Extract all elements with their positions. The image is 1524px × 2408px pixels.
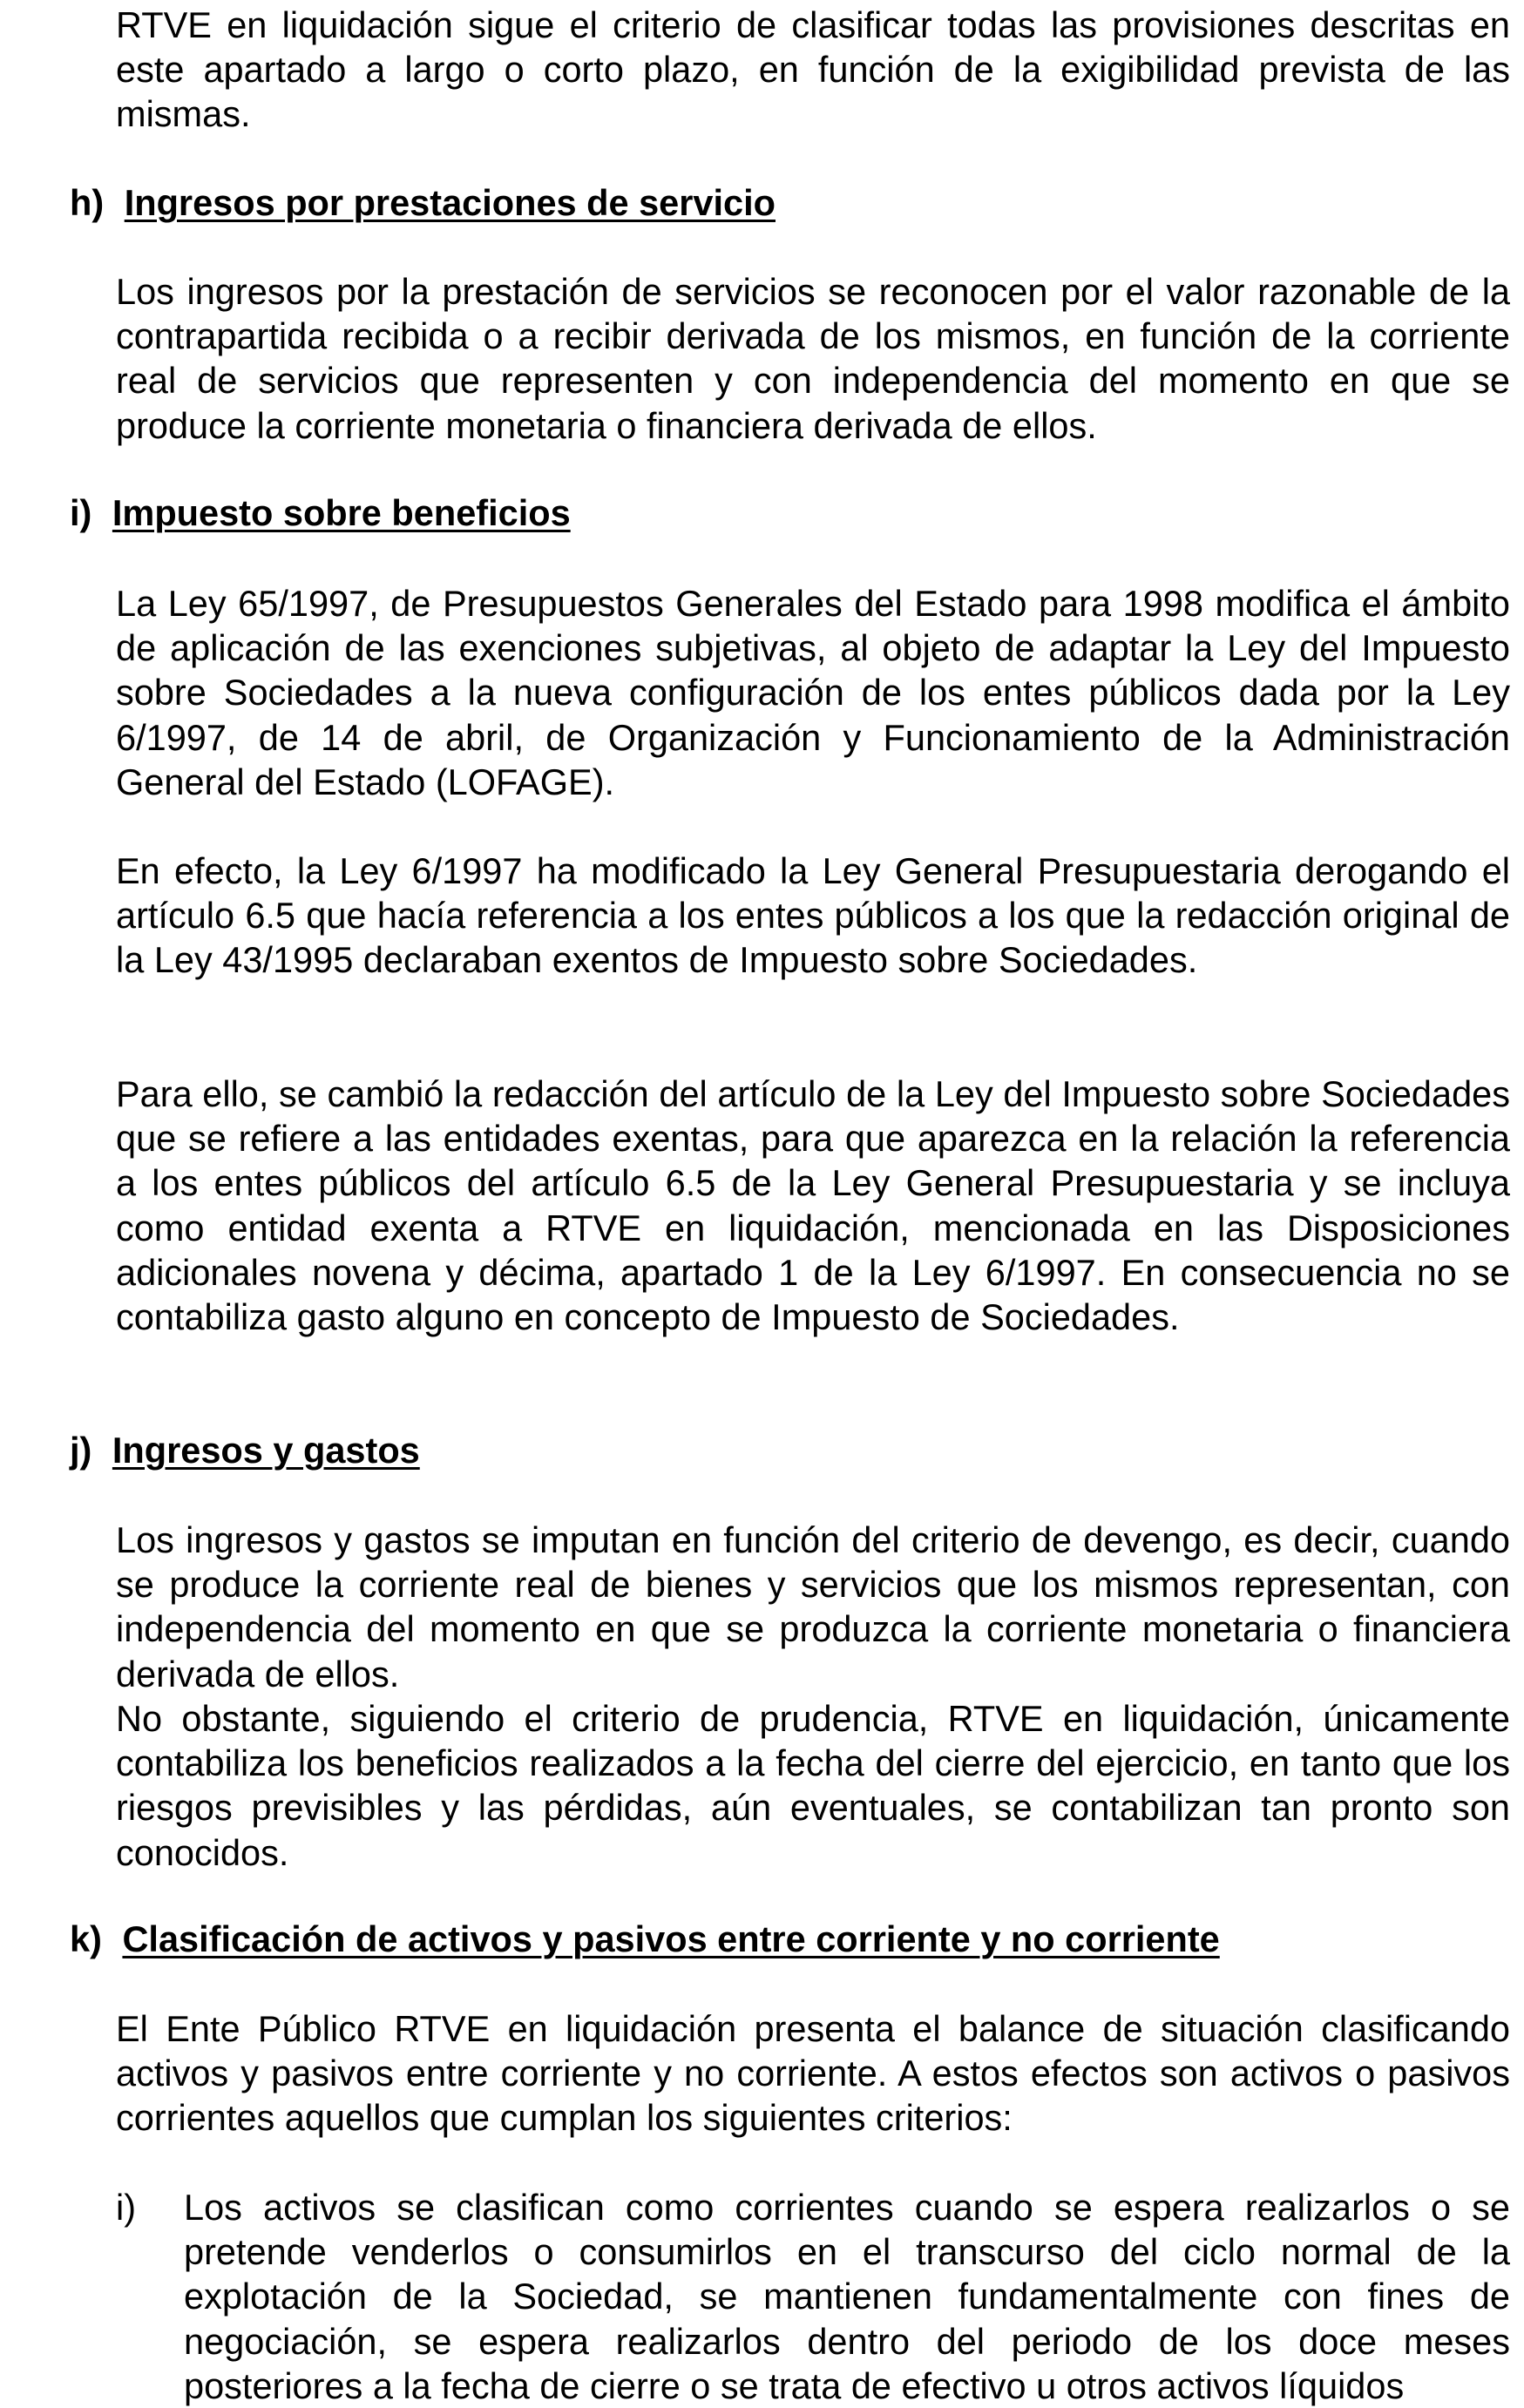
section-heading-k [70,1917,1220,1961]
section-i-paragraph-1: La Ley 65/1997, de Presupuestos Generales del Estado para 1998 modifica el ámbito de aplicación de las exenciones subjetivas, al objeto de adaptar la Ley del Impuesto sobre Sociedades a la nueva configuración de los entes públicos dada por la Ley 6/1997, de 14 de abril, de Organización y Funcionamiento de la Administración General del Estado (LOFAGE). [116,583,1510,802]
section-heading-j [70,1428,420,1472]
section-j-paragraph-1: Los ingresos y gastos se imputan en función del criterio de devengo, es decir, cuando se produce la corriente real de bienes y servicios que los mismos representan, con independencia del momento en que se produzca la corriente monetaria o financiera derivada de ellos. [116,1519,1510,1694]
section-j-paragraph-2: No obstante, siguiendo el criterio de prudencia, RTVE en liquidación, únicamente contabiliza los beneficios realizados a la fecha del cierre del ejercicio, en tanto que los riesgos previsibles y las pérdidas, aún eventuales, se contabilizan tan pronto son conocidos. [116,1698,1510,1873]
section-letter: h) [70,182,105,223]
section-i-paragraph-3: Para ello, se cambió la redacción del artículo de la Ley del Impuesto sobre Sociedades que se refiere a las entidades exentas, para que aparezca en la relación la referencia a los entes públicos del artículo 6.5 de la Ley General Presupuestaria y se incluya como entidad exenta a RTVE en liquidación, mencionada en las Disposiciones adicionales novena y décima, apartado 1 de la Ley 6/1997. En consecuencia no se contabiliza gasto alguno en concepto de Impuesto de Sociedades. [116,1073,1510,1338]
list-item-text: Los activos se clasifican como corrientes cuando se espera realizarlos o se pretende venderlos o consumirlos en el transcurso del ciclo normal de la explotación de la Sociedad, se mantienen fundamentalmente con fines de negociación, se espera realizarlos dentro del periodo de los doce meses posteriores a la fecha de cierre o se trata de efectivo u otros activos líquidos [184,2187,1510,2406]
section-title: Ingresos y gastos [112,1430,420,1471]
section-h-paragraph-1: Los ingresos por la prestación de servicios se reconocen por el valor razonable de la contrapartida recibida o a recibir derivada de los mismos, en función de la corriente real de servicios que representen y con independencia del momento en que se produce la corriente monetaria o financiera derivada de ellos. [116,271,1510,446]
section-letter: j) [70,1430,92,1471]
section-title: Impuesto sobre beneficios [112,492,571,533]
section-heading-h [70,180,776,225]
section-letter: k) [70,1918,102,1959]
section-title: Ingresos por prestaciones de servicio [124,182,776,223]
section-heading-i [70,490,571,535]
section-title: Clasificación de activos y pasivos entre corriente y no corriente [122,1918,1220,1959]
list-marker: i) [116,2187,137,2228]
section-letter: i) [70,492,92,533]
section-k-paragraph-1: El Ente Público RTVE en liquidación presenta el balance de situación clasificando activos y pasivos entre corriente y no corriente. A estos efectos son activos o pasivos corrientes aquellos que cumplan los siguientes criterios: [116,2008,1510,2139]
section-i-paragraph-2: En efecto, la Ley 6/1997 ha modificado la Ley General Presupuestaria derogando el artículo 6.5 que hacía referencia a los entes públicos a los que la redacción original de la Ley 43/1995 declaraban exentos de Impuesto sobre Sociedades. [116,850,1510,981]
intro-paragraph: RTVE en liquidación sigue el criterio de clasificar todas las provisiones descritas en este apartado a largo o corto plazo, en función de la exigibilidad prevista de las mismas. [116,4,1510,135]
